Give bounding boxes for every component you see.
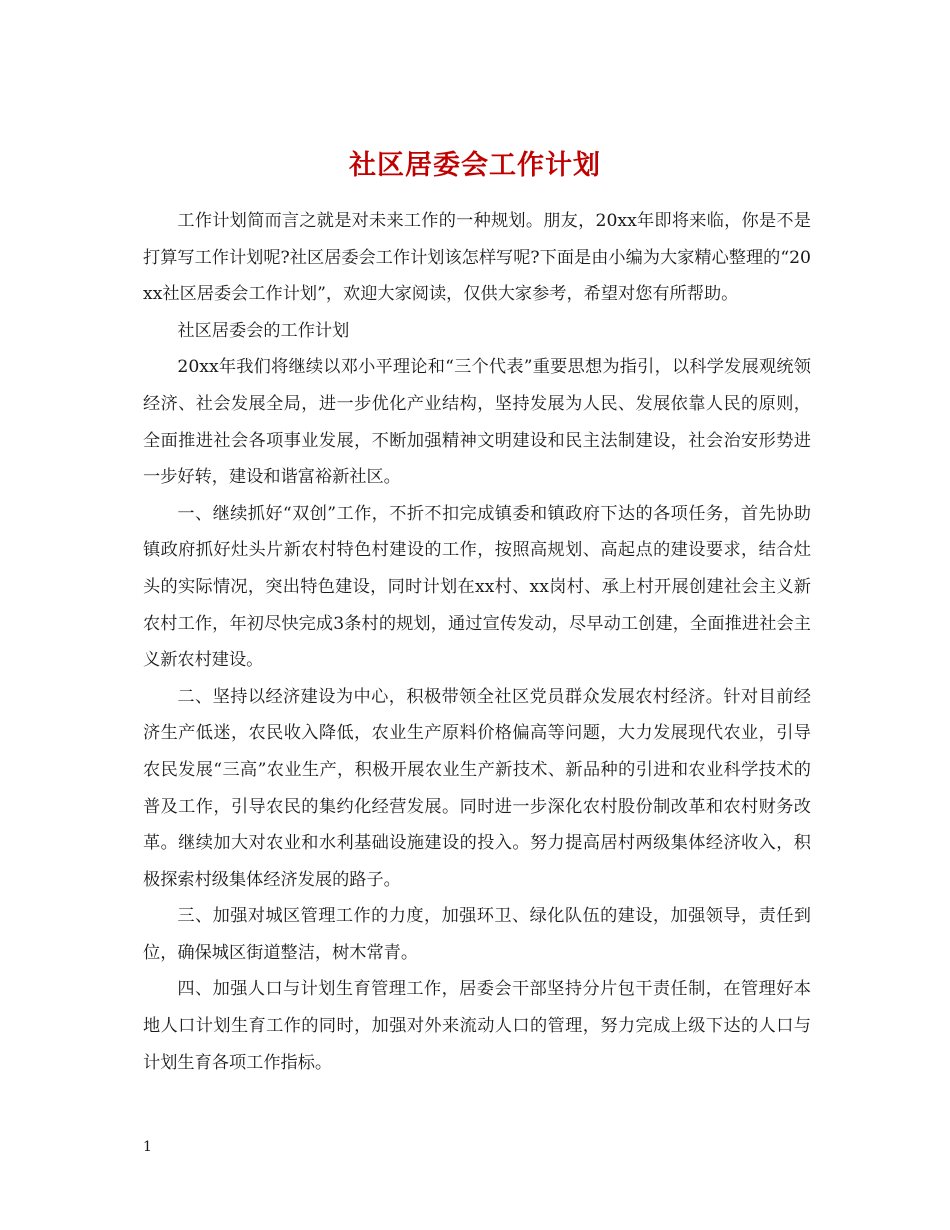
item-three-paragraph: 三、加强对城区管理工作的力度，加强环卫、绿化队伍的建设，加强领导，责任到位，确保城区街道整洁，树木常青。 xyxy=(143,906,811,963)
item-four-paragraph: 四、加强人口与计划生育管理工作，居委会干部坚持分片包干责任制，在管理好本地人口计划生育工作的同时，加强对外来流动人口的管理，努力完成上级下达的人口与计划生育各项工作指标。 xyxy=(143,979,811,1073)
page-number: 1 xyxy=(143,1139,152,1155)
item-one-paragraph: 一、继续抓好“双创”工作，不折不扣完成镇委和镇政府下达的各项任务，首先协助镇政府抓好灶头片新农村特色村建设的工作，按照高规划、高起点的建设要求，结合灶头的实际情况，突出特色建设，同时计划在xx村、xx岗村、承上村开展创建社会主义新农村工作，年初尽快完成3条村的规划，通过宣传发动，尽早动工创建，全面推进社会主义新农村建设。 xyxy=(143,503,811,671)
document-body xyxy=(143,203,811,1081)
intro-paragraph: 工作计划简而言之就是对未来工作的一种规划。朋友，20xx年即将来临，你是不是打算写工作计划呢?社区居委会工作计划该怎样写呢?下面是由小编为大家精心整理的“20xx社区居委会工作计划”，欢迎大家阅读，仅供大家参考，希望对您有所帮助。 xyxy=(143,211,811,305)
overview-paragraph: 20xx年我们将继续以邓小平理论和“三个代表”重要思想为指引，以科学发展观统领经济、社会发展全局，进一步优化产业结构，坚持发展为人民、发展依靠人民的原则，全面推进社会各项事业发展，不断加强精神文明建设和民主法制建设，社会治安形势进一步好转，建设和谐富裕新社区。 xyxy=(143,357,811,488)
document-title: 社区居委会工作计划 xyxy=(349,150,601,182)
section-heading: 社区居委会的工作计划 xyxy=(177,320,350,341)
item-two-paragraph: 二、坚持以经济建设为中心，积极带领全社区党员群众发展农村经济。针对目前经济生产低迷，农民收入降低，农业生产原料价格偏高等问题，大力发展现代农业，引导农民发展“三高”农业生产，积极开展农业生产新技术、新品种的引进和农业科学技术的普及工作，引导农民的集约化经营发展。同时进一步深化农村股份制改革和农村财务改革。继续加大对农业和水利基础设施建设的投入。努力提高居村两级集体经济收入，积极探索村级集体经济发展的路子。 xyxy=(143,686,811,890)
